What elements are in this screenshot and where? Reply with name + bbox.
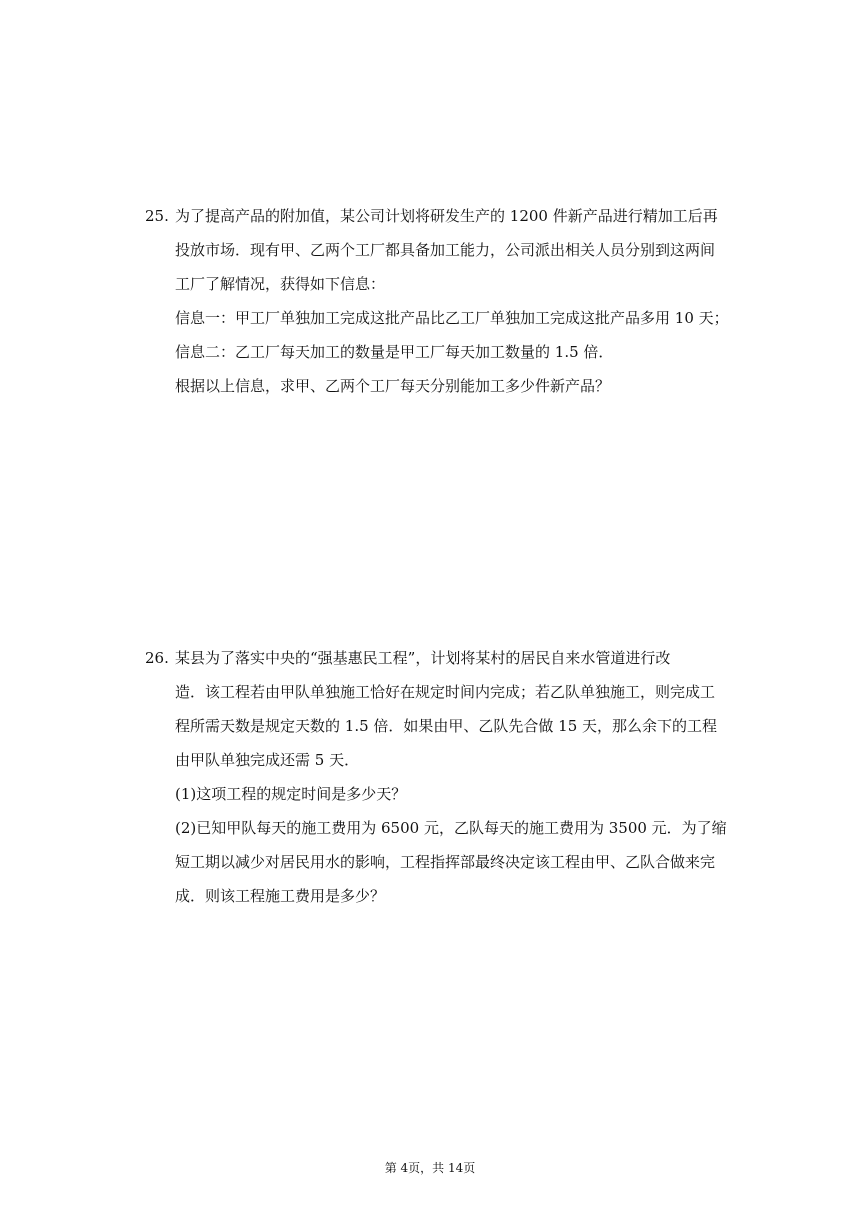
- problem-text-line: 某县为了落实中央的“强基惠民工程”，计划将某村的居民自来水管道进行改: [175, 649, 671, 667]
- page-footer: [0, 1160, 860, 1176]
- problem-number: 25.: [145, 207, 169, 225]
- page-number: 第 4页，共 14页: [384, 1161, 476, 1175]
- info-line-1: 信息一：甲工厂单独加工完成这批产品比乙工厂单独加工完成这批产品多用 10 天；: [175, 309, 729, 327]
- sub-question-2-line: 短工期以减少对居民用水的影响，工程指挥部最终决定该工程由甲、乙队合做来完: [175, 853, 716, 871]
- problem-text-line: 为了提高产品的附加值，某公司计划将研发生产的 1200 件新产品进行精加工后再: [175, 207, 718, 225]
- problem-text-line: 由甲队单独完成还需 5 天．: [175, 751, 360, 769]
- problem-number: 26.: [145, 649, 169, 667]
- problem-text-line: 工厂了解情况，获得如下信息：: [175, 275, 386, 293]
- sub-question-2: (2)已知甲队每天的施工费用为 6500 元，乙队每天的施工费用为 3500 元．为了缩: [175, 819, 727, 837]
- sub-question-2-line: 成．则该工程施工费用是多少？: [175, 887, 386, 905]
- question-line: 根据以上信息，求甲、乙两个工厂每天分别能加工多少件新产品？: [175, 377, 611, 395]
- info-line-2: 信息二：乙工厂每天加工的数量是甲工厂每天加工数量的 1.5 倍．: [175, 343, 614, 361]
- problem-text-line: 造．该工程若由甲队单独施工恰好在规定时间内完成；若乙队单独施工，则完成工: [175, 683, 716, 701]
- problem-text-line: 投放市场．现有甲、乙两个工厂都具备加工能力，公司派出相关人员分别到这两间: [175, 241, 716, 259]
- problem-text-line: 程所需天数是规定天数的 1.5 倍．如果由甲、乙队先合做 15 天，那么余下的工程: [175, 717, 718, 735]
- sub-question-1: (1)这项工程的规定时间是多少天？: [175, 785, 407, 803]
